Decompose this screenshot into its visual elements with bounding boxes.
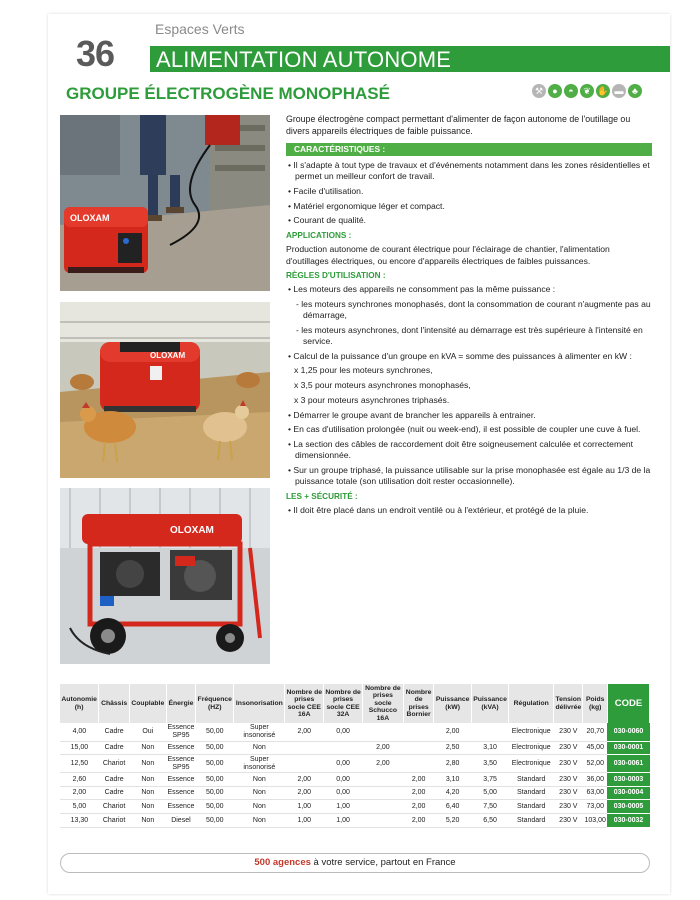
col-header: Tension délivrée bbox=[554, 684, 583, 723]
list-item: • Courant de qualité. bbox=[288, 215, 367, 226]
table-cell: Non bbox=[129, 741, 166, 755]
list-item: • Il s'adapte à tout type de travaux et d'événements notamment dans les zones résidentielles et permet un meilleur confort de travail. bbox=[288, 160, 650, 182]
table-cell: 230 V bbox=[554, 723, 583, 741]
table-cell: 63,00 bbox=[583, 786, 608, 800]
table-cell bbox=[362, 800, 403, 814]
product-code-cell: 030-0005 bbox=[607, 800, 649, 814]
table-cell: Cadre bbox=[99, 786, 130, 800]
table-cell: 2,60 bbox=[60, 773, 99, 787]
table-header-row bbox=[60, 684, 650, 723]
table-cell: 2,00 bbox=[362, 755, 403, 773]
list-item: • Matériel ergonomique léger et compact. bbox=[288, 200, 445, 211]
helmet-icon: ◓ bbox=[564, 84, 578, 98]
section-title-bar bbox=[150, 46, 670, 72]
col-header: Régulation bbox=[509, 684, 554, 723]
section-title: ALIMENTATION AUTONOME bbox=[156, 47, 452, 72]
table-cell: 103,00 bbox=[583, 813, 608, 827]
table-cell: Oui bbox=[129, 723, 166, 741]
table-cell: 2,50 bbox=[434, 741, 471, 755]
table-cell: 50,00 bbox=[196, 773, 234, 787]
table-row bbox=[60, 800, 650, 814]
sub-list-item: - les moteurs synchrones monophasés, dont la consommation de courant n'augmente pas au démarrage, bbox=[296, 299, 651, 321]
eco-icon: ● bbox=[548, 84, 562, 98]
table-cell: 2,00 bbox=[285, 723, 324, 741]
table-cell: 230 V bbox=[554, 786, 583, 800]
table-cell: 13,30 bbox=[60, 813, 99, 827]
table-cell: Electronique bbox=[509, 755, 554, 773]
table-cell: Standard bbox=[509, 773, 554, 787]
table-cell: Super insonorisé bbox=[234, 723, 285, 741]
table-cell: Essence bbox=[166, 786, 195, 800]
table-cell bbox=[403, 741, 434, 755]
table-cell: 5,20 bbox=[434, 813, 471, 827]
footer-banner bbox=[60, 853, 650, 873]
product-code-cell: 030-0061 bbox=[607, 755, 649, 773]
leaf-icon: ❦ bbox=[580, 84, 594, 98]
product-code-cell: 030-0003 bbox=[607, 773, 649, 787]
table-cell: Diesel bbox=[166, 813, 195, 827]
tool-icon: ⚒ bbox=[532, 84, 546, 98]
col-header: Énergie bbox=[166, 684, 195, 723]
table-cell: 0,00 bbox=[324, 786, 363, 800]
list-item: • Démarrer le groupe avant de brancher les appareils à entrainer. bbox=[288, 409, 536, 420]
table-cell: 50,00 bbox=[196, 755, 234, 773]
table-cell: Cadre bbox=[99, 741, 130, 755]
table-cell: Cadre bbox=[99, 773, 130, 787]
col-header: Couplable bbox=[129, 684, 166, 723]
specifications-table bbox=[60, 684, 650, 828]
table-cell: Non bbox=[129, 800, 166, 814]
table-cell: Standard bbox=[509, 813, 554, 827]
table-cell: 230 V bbox=[554, 755, 583, 773]
table-cell: 6,40 bbox=[434, 800, 471, 814]
table-body bbox=[60, 723, 650, 827]
table-cell: 2,00 bbox=[60, 786, 99, 800]
table-row bbox=[60, 786, 650, 800]
table-cell: 0,00 bbox=[324, 773, 363, 787]
rules-heading: RÈGLES D'UTILISATION : bbox=[286, 271, 386, 280]
table-cell: 50,00 bbox=[196, 800, 234, 814]
sub-list-item: - les moteurs asynchrones, dont l'intensité au démarrage est très supérieure à l'intensité en service. bbox=[296, 324, 643, 347]
table-cell bbox=[362, 773, 403, 787]
table-cell bbox=[471, 723, 508, 741]
product-code-cell: 030-0060 bbox=[607, 723, 649, 741]
table-cell: Non bbox=[234, 773, 285, 787]
table-cell: 1,00 bbox=[324, 813, 363, 827]
multiplier-item: x 3 pour moteurs asynchrones triphasés. bbox=[294, 394, 450, 405]
table-cell: 50,00 bbox=[196, 786, 234, 800]
table-cell: 2,80 bbox=[434, 755, 471, 773]
table-cell: 2,00 bbox=[285, 773, 324, 787]
svg-text:OLOXAM: OLOXAM bbox=[70, 213, 110, 223]
table-cell: 230 V bbox=[554, 813, 583, 827]
table-cell: Non bbox=[129, 786, 166, 800]
table-cell: 2,00 bbox=[285, 786, 324, 800]
table-cell: Electronique bbox=[509, 723, 554, 741]
product-code-cell: 030-0032 bbox=[607, 813, 649, 827]
generator-worksite-photo bbox=[60, 115, 270, 291]
table-cell: Super insonorisé bbox=[234, 755, 285, 773]
table-cell: Cadre bbox=[99, 723, 130, 741]
table-cell: Non bbox=[129, 773, 166, 787]
product-code-cell: 030-0001 bbox=[607, 741, 649, 755]
table-cell: Standard bbox=[509, 800, 554, 814]
list-item: • En cas d'utilisation prolongée (nuit ou week-end), il est possible de coupler une cuve à fuel. bbox=[288, 424, 641, 435]
list-item: • Sur un groupe triphasé, la puissance utilisable sur la prise monophasée est égale au 1/3 de la puissance totale (son utilisation doit rester occasionnelle). bbox=[288, 464, 651, 487]
col-header: Puissance (kW) bbox=[434, 684, 471, 723]
table-cell: 2,00 bbox=[362, 741, 403, 755]
list-item: • Les moteurs des appareils ne consomment pas la même puissance : bbox=[288, 284, 556, 295]
list-item: • Il doit être placé dans un endroit ventilé ou à l'extérieur, et protégé de la pluie. bbox=[288, 505, 589, 516]
table-row bbox=[60, 723, 650, 741]
col-header: Poids (kg) bbox=[583, 684, 608, 723]
table-cell: Standard bbox=[509, 786, 554, 800]
list-item: • Calcul de la puissance d'un groupe en kVA = somme des puissances à alimenter en kW : bbox=[288, 350, 632, 361]
page-number: 36 bbox=[76, 33, 115, 74]
applications-text: Production autonome de courant électrique pour l'éclairage de chantier, l'alimentation d'outillages électriques, ou encore d'appareils électriques de faibles puissances. bbox=[286, 244, 610, 266]
applications-heading: APPLICATIONS : bbox=[286, 230, 352, 240]
table-cell: 50,00 bbox=[196, 813, 234, 827]
table-cell: 2,00 bbox=[403, 773, 434, 787]
col-header: Autonomie (h) bbox=[60, 684, 99, 723]
col-header: Nombre de prises socle CEE 32A bbox=[324, 684, 363, 723]
intro-text: Groupe électrogène compact permettant d'alimenter de façon autonome de l'outillage ou divers appareils électriques de faible puissance. bbox=[286, 114, 631, 136]
col-header: Nombre de prises Bornier bbox=[403, 684, 434, 723]
table-cell: 5,00 bbox=[471, 786, 508, 800]
security-heading: LES + SÉCURITÉ : bbox=[286, 491, 358, 501]
table-cell: 45,00 bbox=[583, 741, 608, 755]
hand-icon: ✋ bbox=[597, 86, 609, 96]
table-cell: 50,00 bbox=[196, 723, 234, 741]
table-cell bbox=[324, 741, 363, 755]
table-cell: 230 V bbox=[554, 800, 583, 814]
svg-text:OLOXAM: OLOXAM bbox=[170, 525, 214, 536]
table-row bbox=[60, 773, 650, 787]
table-row bbox=[60, 755, 650, 773]
list-item: • La section des câbles de raccordement doit être soigneusement calculée et correctement dimensionnée. bbox=[288, 438, 634, 461]
table-cell: Non bbox=[234, 800, 285, 814]
table-cell: 1,00 bbox=[324, 800, 363, 814]
table-cell: 3,10 bbox=[434, 773, 471, 787]
product-title: GROUPE ÉLECTROGÈNE MONOPHASÉ bbox=[66, 84, 390, 103]
table-cell: 0,00 bbox=[324, 723, 363, 741]
col-header: Insonorisation bbox=[234, 684, 285, 723]
tree-icon: ♣ bbox=[628, 84, 642, 98]
table-cell: Electronique bbox=[509, 741, 554, 755]
footer-text: à votre service, partout en France bbox=[310, 857, 456, 868]
table-cell bbox=[285, 755, 324, 773]
generator-farm-photo bbox=[60, 302, 270, 478]
col-header: Châssis bbox=[99, 684, 130, 723]
table-cell: Non bbox=[234, 813, 285, 827]
feature-icons bbox=[532, 84, 642, 98]
category-label: Espaces Verts bbox=[155, 21, 245, 37]
table-cell: Essence bbox=[166, 741, 195, 755]
table-cell: 5,00 bbox=[60, 800, 99, 814]
table-cell: Non bbox=[129, 755, 166, 773]
table-cell: Chariot bbox=[99, 800, 130, 814]
table-cell: 230 V bbox=[554, 773, 583, 787]
col-header-code: CODE bbox=[607, 684, 649, 723]
description-column bbox=[286, 113, 652, 520]
col-header: Puissance (kVA) bbox=[471, 684, 508, 723]
generator-frame-photo bbox=[60, 488, 270, 664]
table-cell: Non bbox=[234, 786, 285, 800]
footer-highlight: 500 agences bbox=[254, 857, 311, 868]
table-cell: 4,00 bbox=[60, 723, 99, 741]
table-row bbox=[60, 741, 650, 755]
table-cell: Essence bbox=[166, 773, 195, 787]
table-cell: 50,00 bbox=[196, 741, 234, 755]
table-row bbox=[60, 813, 650, 827]
table-cell: 6,50 bbox=[471, 813, 508, 827]
table-cell: Non bbox=[234, 741, 285, 755]
table-cell: Essence SP95 bbox=[167, 756, 195, 771]
table-cell: 2,00 bbox=[403, 786, 434, 800]
table-cell: Essence bbox=[166, 800, 195, 814]
table-cell: 12,50 bbox=[60, 755, 99, 773]
col-header: Fréquence (HZ) bbox=[196, 684, 234, 723]
col-header: Nombre de prises socle Schucco 16A bbox=[362, 684, 403, 723]
multiplier-item: x 1,25 pour les moteurs synchrones, bbox=[294, 365, 433, 376]
characteristics-heading: CARACTÉRISTIQUES : bbox=[286, 143, 652, 156]
table-cell: 4,20 bbox=[434, 786, 471, 800]
table-cell bbox=[403, 723, 434, 741]
table-cell: 20,70 bbox=[583, 723, 608, 741]
table-cell bbox=[285, 741, 324, 755]
table-cell bbox=[362, 723, 403, 741]
table-cell bbox=[362, 786, 403, 800]
table-cell: Essence SP95 bbox=[166, 723, 195, 741]
table-cell: Chariot bbox=[99, 755, 130, 773]
list-item: • Facile d'utilisation. bbox=[288, 186, 364, 196]
col-header: Nombre de prises socle CEE 16A bbox=[285, 684, 324, 723]
truck-icon: ▬ bbox=[612, 84, 626, 98]
table-cell: 2,00 bbox=[403, 813, 434, 827]
table-cell: 52,00 bbox=[583, 755, 608, 773]
table-cell: 0,00 bbox=[324, 755, 363, 773]
table-cell: Chariot bbox=[99, 813, 130, 827]
table-cell: 36,00 bbox=[583, 773, 608, 787]
table-cell: 1,00 bbox=[285, 813, 324, 827]
table-cell: 3,50 bbox=[471, 755, 508, 773]
multiplier-item: x 3,5 pour moteurs asynchrones monophasés, bbox=[294, 380, 471, 391]
table-cell: 2,00 bbox=[403, 800, 434, 814]
table-cell bbox=[362, 813, 403, 827]
table-cell: 230 V bbox=[554, 741, 583, 755]
table-cell: 3,10 bbox=[471, 741, 508, 755]
table-cell: 1,00 bbox=[285, 800, 324, 814]
table-cell: 73,00 bbox=[583, 800, 608, 814]
svg-text:OLOXAM: OLOXAM bbox=[150, 351, 186, 360]
product-code-cell: 030-0004 bbox=[607, 786, 649, 800]
table-cell: 15,00 bbox=[60, 741, 99, 755]
table-cell: 7,50 bbox=[471, 800, 508, 814]
table-cell: Non bbox=[129, 813, 166, 827]
table-cell: 3,75 bbox=[471, 773, 508, 787]
table-cell bbox=[403, 755, 434, 773]
table-cell: 2,00 bbox=[434, 723, 471, 741]
